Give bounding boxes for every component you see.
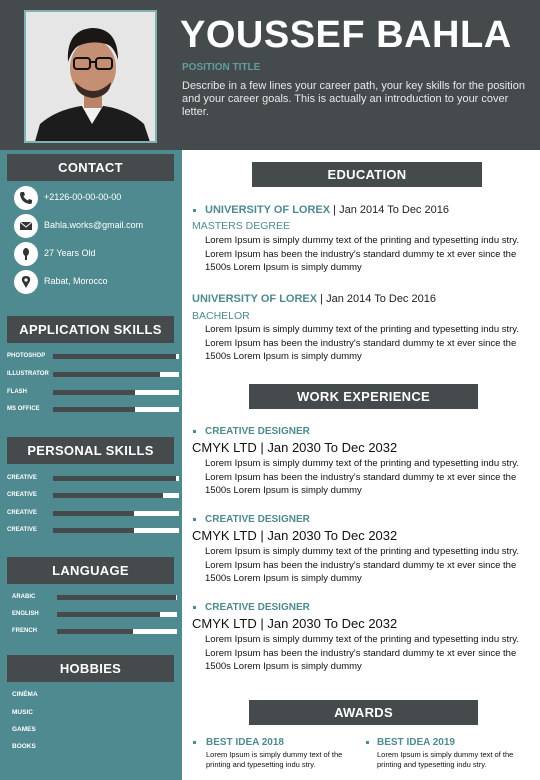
job-company-line: CMYK LTD | Jan 2030 To Dec 2032 (192, 616, 398, 631)
bullet-icon (193, 741, 196, 744)
skill-bar-fill (53, 407, 135, 412)
skill-bar (53, 372, 179, 377)
hobby-item: MUSIC (12, 709, 33, 716)
company-name: CMYK LTD (192, 528, 257, 543)
phone-icon (14, 186, 38, 210)
contact-heading: CONTACT (7, 154, 174, 181)
bullet-icon (193, 606, 196, 609)
job-description: Lorem Ipsum is simply dummy text of the printing and typesetting indu stry. Lorem Ipsum has been the industry's standard dummy te xt ever since the 1500s Lorem Ipsum is simply dummy (205, 546, 519, 585)
job-description: Lorem Ipsum is simply dummy text of the printing and typesetting indu stry. Lorem Ipsum has been the industry's standard dummy te xt ever since the 1500s Lorem Ipsum is simply dummy (205, 634, 519, 673)
job-role: CREATIVE DESIGNER (205, 514, 310, 525)
language-bar (57, 612, 177, 617)
email-icon (14, 214, 38, 238)
skill-row (7, 405, 175, 415)
skill-row (7, 491, 175, 501)
skill-row (7, 370, 175, 380)
skill-label: ILLUSTRATOR (7, 371, 49, 377)
hobby-item: BOOKS (12, 743, 36, 750)
skill-row (7, 509, 175, 519)
job-dates: Jan 2030 To Dec 2032 (267, 616, 398, 631)
position-title: POSITION TITLE (182, 62, 261, 73)
email-text: Bahla.works@gmail.com (44, 220, 144, 230)
award-description: Lorem Ipsum is simply dummy text of the printing and typesetting indu stry. (377, 750, 514, 769)
work-experience-heading: WORK EXPERIENCE (249, 384, 478, 409)
job-role: CREATIVE DESIGNER (205, 426, 310, 437)
skill-label: CREATIVE (7, 510, 37, 516)
skill-row (7, 474, 175, 484)
age-text: 27 Years Old (44, 248, 96, 258)
language-row (7, 627, 175, 637)
skill-label: CREATIVE (7, 492, 37, 498)
hobby-item: GAMES (12, 726, 36, 733)
job-dates: Jan 2030 To Dec 2032 (267, 440, 398, 455)
language-heading: LANGUAGE (7, 557, 174, 584)
skill-bar-fill (53, 372, 160, 377)
intro-text: Describe in a few lines your career path, your key skills for the position and your career goals. This is actually an introduction to your cover letter. (182, 80, 525, 118)
awards-heading: AWARDS (249, 700, 478, 725)
education-heading: EDUCATION (252, 162, 482, 187)
skill-row (7, 352, 175, 362)
candidate-name: YOUSSEF BAHLA (180, 14, 512, 56)
job-description: Lorem Ipsum is simply dummy text of the printing and typesetting indu stry. Lorem Ipsum has been the industry's standard dummy te xt ever since the 1500s Lorem Ipsum is simply dummy (205, 458, 519, 497)
job-company-line: CMYK LTD | Jan 2030 To Dec 2032 (192, 528, 398, 543)
education-school-line: UNIVERSITY OF LOREX | Jan 2014 To Dec 2016 (192, 293, 436, 305)
language-bar (57, 629, 177, 634)
job-role: CREATIVE DESIGNER (205, 602, 310, 613)
hobby-item: CINÉMA (12, 691, 38, 698)
skill-bar (53, 528, 179, 533)
language-bar-fill (57, 629, 133, 634)
personal-skills-heading: PERSONAL SKILLS (7, 437, 174, 464)
language-label: ENGLISH (12, 611, 39, 617)
education-school-line: UNIVERSITY OF LOREX | Jan 2014 To Dec 2016 (205, 204, 449, 216)
contact-phone (14, 186, 179, 210)
hobbies-heading: HOBBIES (7, 655, 174, 682)
bullet-icon (193, 209, 196, 212)
company-name: CMYK LTD (192, 440, 257, 455)
school-name: UNIVERSITY OF LOREX (205, 204, 331, 216)
profile-photo (24, 10, 157, 143)
age-icon (14, 242, 38, 266)
language-bar (57, 595, 177, 600)
skill-bar (53, 476, 179, 481)
skill-row (7, 388, 175, 398)
bullet-icon (193, 518, 196, 521)
skill-bar (53, 493, 179, 498)
company-name: CMYK LTD (192, 616, 257, 631)
language-bar-fill (57, 612, 160, 617)
education-description: Lorem Ipsum is simply dummy text of the printing and typesetting indu stry. Lorem Ipsum has been the industry's standard dummy te xt ever since the 1500s Lorem Ipsum is simply dummy (205, 324, 519, 363)
school-dates: Jan 2014 To Dec 2016 (326, 293, 436, 305)
skill-label: MS OFFICE (7, 406, 40, 412)
language-label: FRENCH (12, 628, 37, 634)
language-row (7, 610, 175, 620)
job-company-line: CMYK LTD | Jan 2030 To Dec 2032 (192, 440, 398, 455)
skill-bar (53, 511, 179, 516)
skill-bar-fill (53, 528, 134, 533)
bullet-icon (193, 430, 196, 433)
school-name: UNIVERSITY OF LOREX (192, 293, 318, 305)
skill-bar-fill (53, 390, 135, 395)
skill-row (7, 526, 175, 536)
phone-text: +2126-00-00-00-00 (44, 192, 122, 202)
application-skills-heading: APPLICATION SKILLS (7, 316, 174, 343)
skill-label: CREATIVE (7, 527, 37, 533)
language-label: ARABIC (12, 594, 36, 600)
header (0, 0, 540, 150)
location-icon (14, 270, 38, 294)
language-row (7, 593, 175, 603)
location-text: Rabat, Morocco (44, 276, 108, 286)
contact-location (14, 270, 179, 294)
skill-bar (53, 407, 179, 412)
skill-label: FLASH (7, 389, 27, 395)
skill-label: CREATIVE (7, 475, 37, 481)
school-dates: Jan 2014 To Dec 2016 (339, 204, 449, 216)
skill-label: PHOTOSHOP (7, 353, 46, 359)
degree-name: BACHELOR (192, 310, 250, 322)
education-description: Lorem Ipsum is simply dummy text of the printing and typesetting indu stry. Lorem Ipsum has been the industry's standard dummy te xt ever since the 1500s Lorem Ipsum is simply dummy (205, 235, 519, 274)
award-title: BEST IDEA 2018 (206, 737, 284, 748)
skill-bar-fill (53, 511, 134, 516)
contact-email (14, 214, 179, 238)
award-title: BEST IDEA 2019 (377, 737, 455, 748)
skill-bar-fill (53, 476, 176, 481)
skill-bar (53, 390, 179, 395)
skill-bar-fill (53, 354, 176, 359)
bullet-icon (366, 741, 369, 744)
skill-bar-fill (53, 493, 163, 498)
degree-name: MASTERS DEGREE (192, 220, 291, 232)
language-bar-fill (57, 595, 176, 600)
award-description: Lorem Ipsum is simply dummy text of the printing and typesetting indu stry. (206, 750, 343, 769)
contact-age (14, 242, 179, 266)
job-dates: Jan 2030 To Dec 2032 (267, 528, 398, 543)
skill-bar (53, 354, 179, 359)
